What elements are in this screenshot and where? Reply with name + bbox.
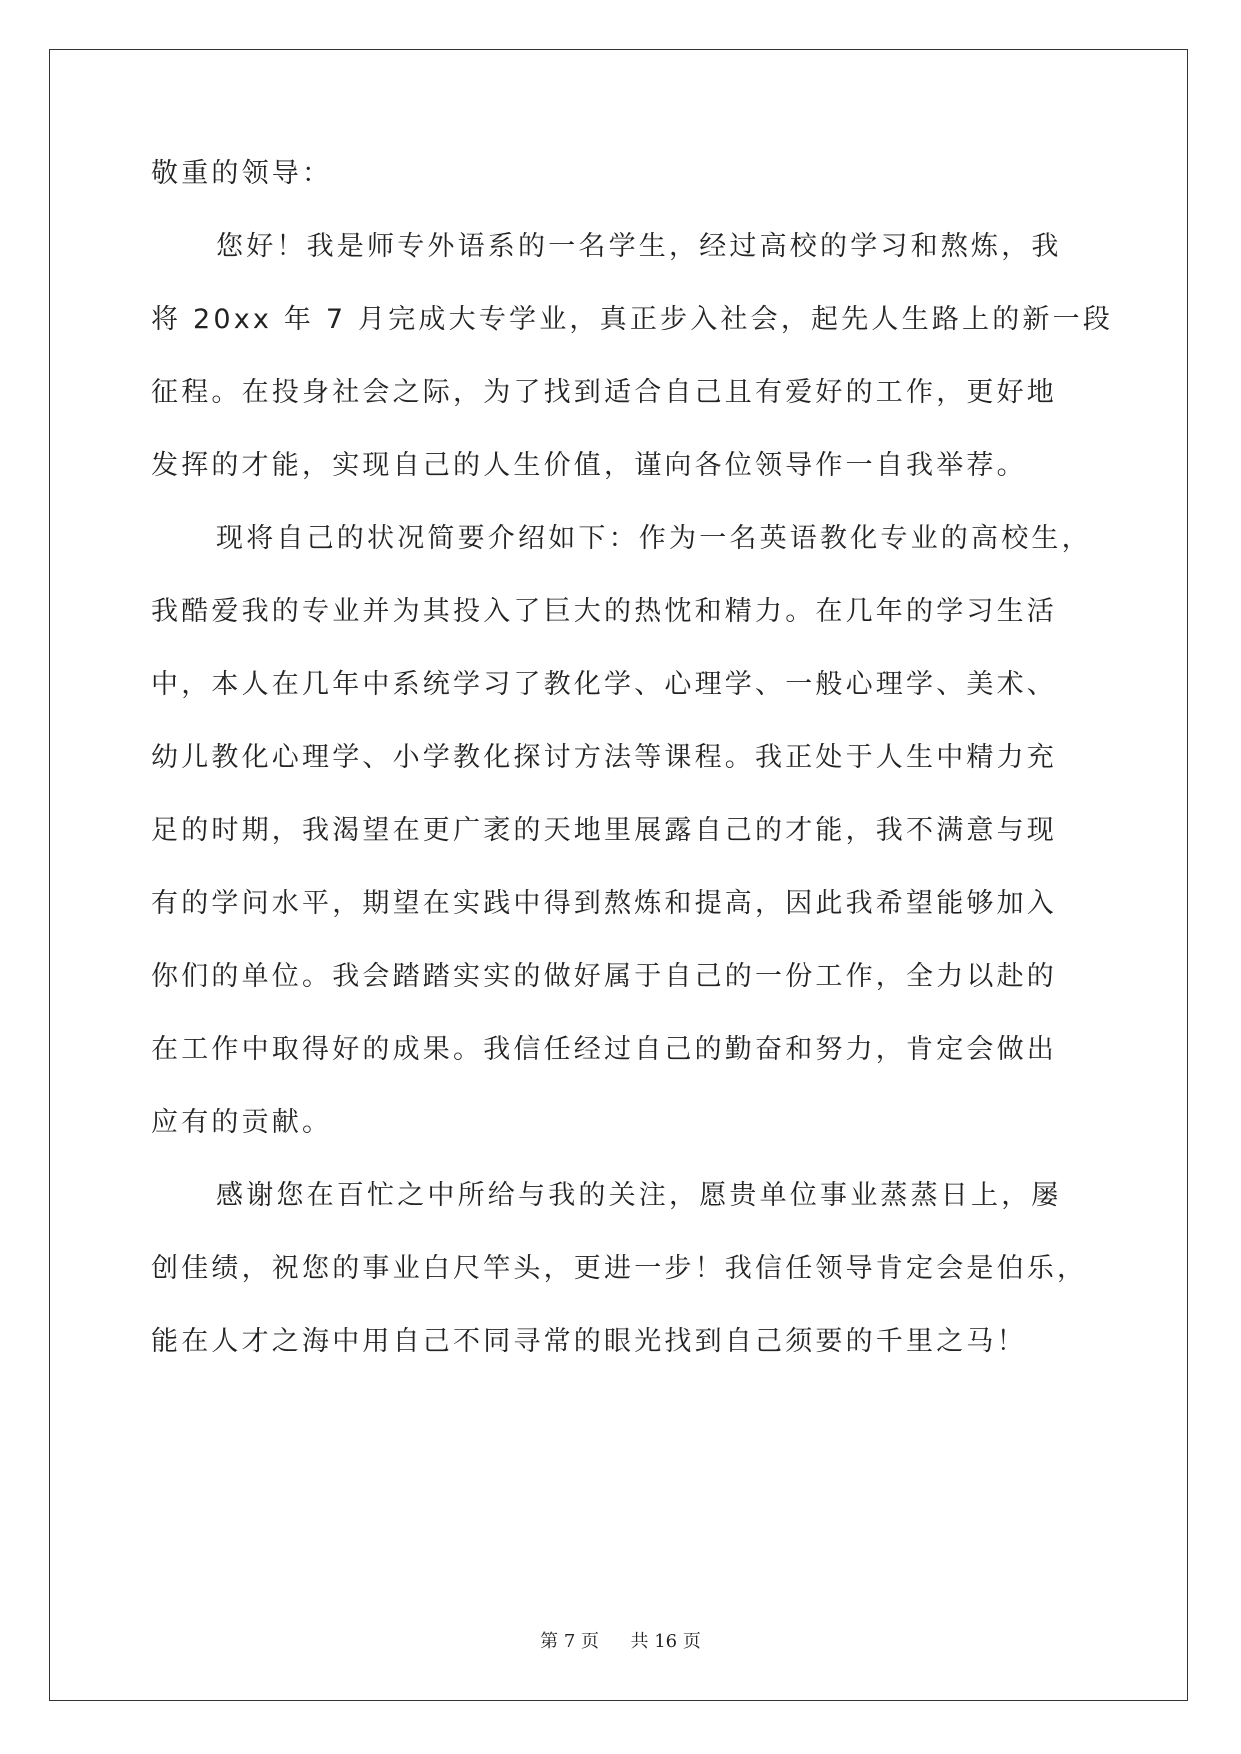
paragraph-1-line-2: 将 20xx 年 7 月完成大专学业，真正步入社会，起先人生路上的新一段 <box>151 304 1114 335</box>
paragraph-2-line-4: 幼儿教化心理学、小学教化探讨方法等课程。我正处于人生中精力充 <box>151 742 1057 773</box>
paragraph-2-line-9: 应有的贡献。 <box>151 1107 333 1138</box>
paragraph-1-line-1: 您好！我是师专外语系的一名学生，经过高校的学习和熬炼，我 <box>216 231 1062 262</box>
salutation: 敬重的领导： <box>151 158 333 189</box>
paragraph-3-line-1: 感谢您在百忙之中所给与我的关注，愿贵单位事业蒸蒸日上，屡 <box>216 1180 1062 1211</box>
paragraph-1-line-4: 发挥的才能，实现自己的人生价值，谨向各位领导作一自我举荐。 <box>151 450 1027 481</box>
paragraph-2-line-3: 中，本人在几年中系统学习了教化学、心理学、一般心理学、美术、 <box>151 669 1057 700</box>
page-total: 共 16 页 <box>630 1631 701 1652</box>
paragraph-2-line-7: 你们的单位。我会踏踏实实的做好属于自己的一份工作，全力以赴的 <box>151 961 1057 992</box>
page-footer <box>0 1627 1241 1653</box>
paragraph-2-line-6: 有的学问水平，期望在实践中得到熬炼和提高，因此我希望能够加入 <box>151 888 1057 919</box>
paragraph-2-line-1: 现将自己的状况简要介绍如下：作为一名英语教化专业的高校生， <box>216 523 1092 554</box>
paragraph-2-line-8: 在工作中取得好的成果。我信任经过自己的勤奋和努力，肯定会做出 <box>151 1034 1057 1065</box>
paragraph-1-line-3: 征程。在投身社会之际，为了找到适合自己且有爱好的工作，更好地 <box>151 377 1057 408</box>
page-number: 第 7 页 <box>540 1631 600 1652</box>
paragraph-2-line-2: 我酷爱我的专业并为其投入了巨大的热忱和精力。在几年的学习生活 <box>151 596 1057 627</box>
page-border <box>49 49 1188 1701</box>
paragraph-3-line-2: 创佳绩，祝您的事业白尺竿头，更进一步！我信任领导肯定会是伯乐， <box>151 1253 1088 1284</box>
paragraph-3-line-3: 能在人才之海中用自己不同寻常的眼光找到自己须要的千里之马！ <box>151 1326 1027 1357</box>
paragraph-2-line-5: 足的时期，我渴望在更广袤的天地里展露自己的才能，我不满意与现 <box>151 815 1057 846</box>
